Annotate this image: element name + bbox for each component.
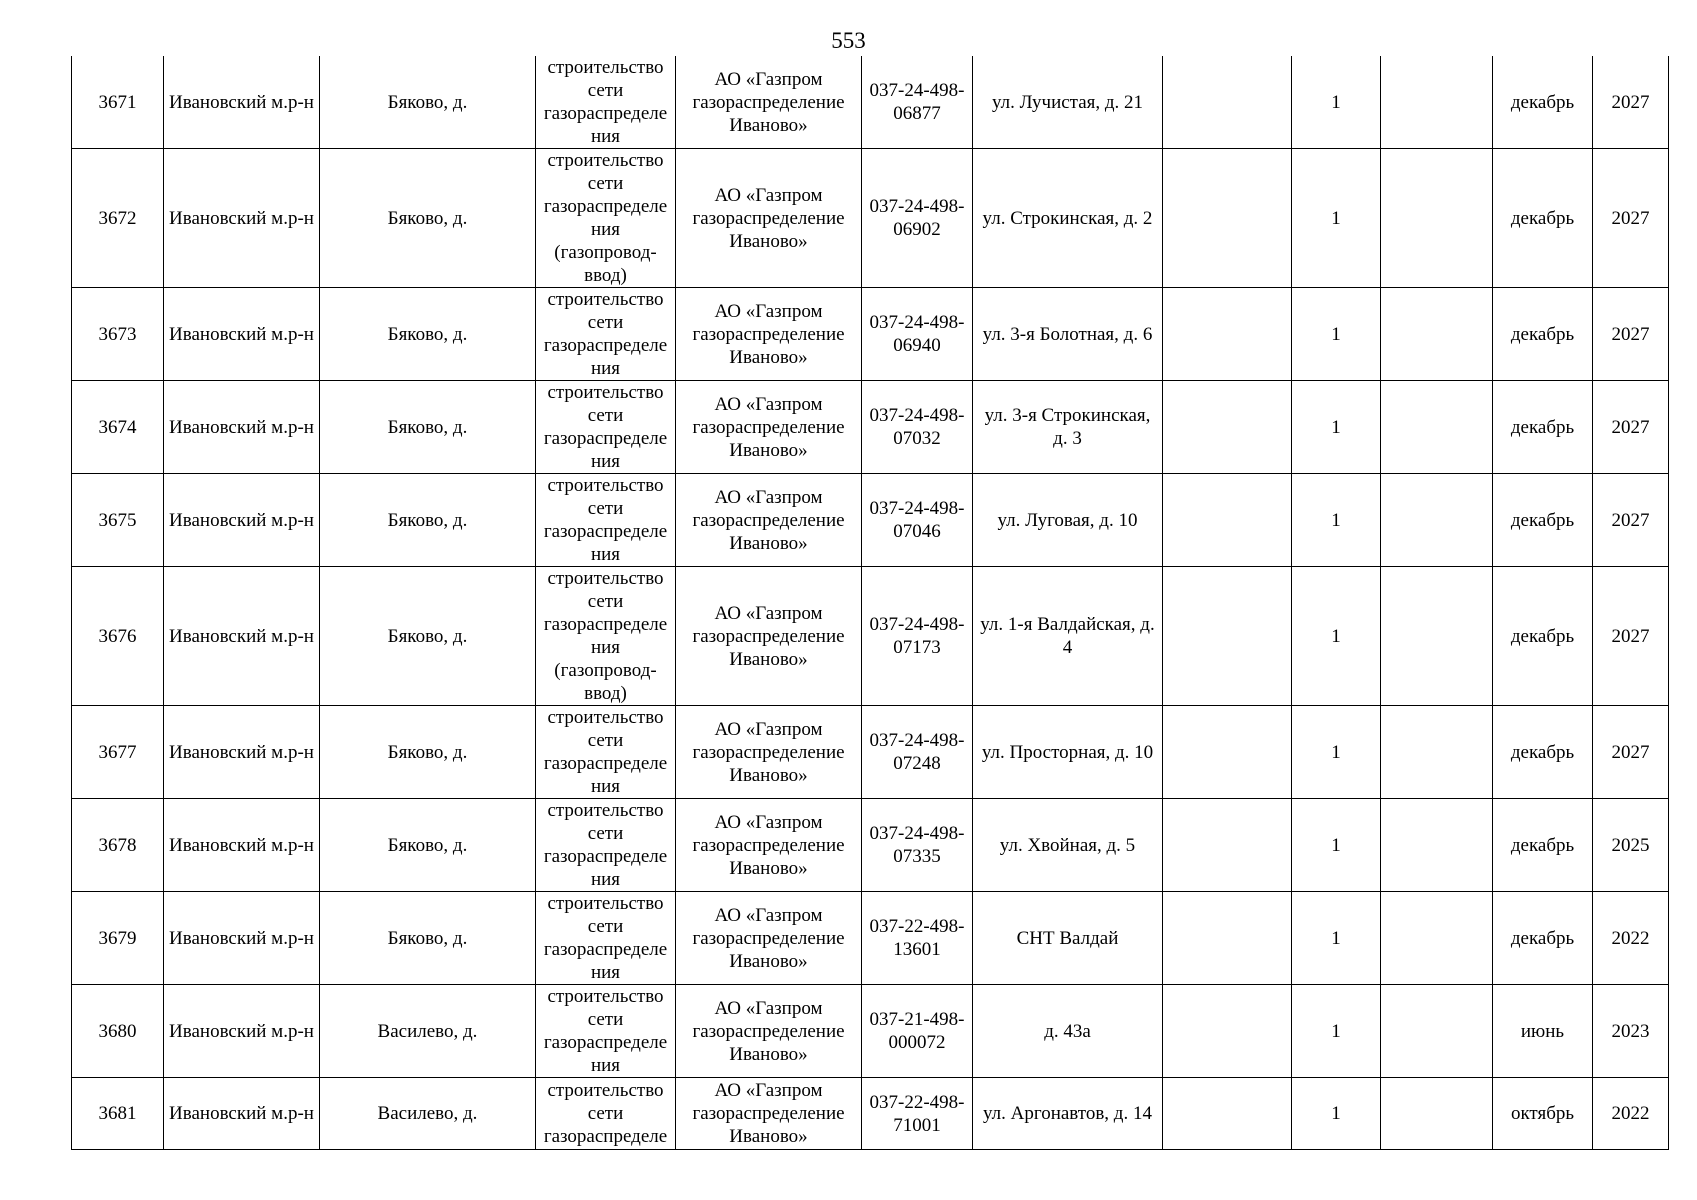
row-number: 3672 bbox=[72, 149, 164, 288]
table-row bbox=[72, 56, 1669, 149]
district-cell: Ивановский м.р-н bbox=[164, 799, 320, 892]
empty-cell bbox=[1381, 149, 1493, 288]
address-cell: ул. 3-я Болотная, д. 6 bbox=[973, 288, 1163, 381]
work-type-cell: строительство сети газораспределения bbox=[536, 706, 676, 799]
code-cell: 037-24-498-06902 bbox=[862, 149, 973, 288]
year-cell: 2022 bbox=[1593, 1078, 1669, 1150]
month-cell: октябрь bbox=[1493, 1078, 1593, 1150]
empty-cell bbox=[1163, 474, 1292, 567]
month-cell: декабрь bbox=[1493, 567, 1593, 706]
code-cell: 037-22-498-71001 bbox=[862, 1078, 973, 1150]
code-cell: 037-24-498-06877 bbox=[862, 56, 973, 149]
count-cell: 1 bbox=[1292, 149, 1381, 288]
code-cell: 037-24-498-07248 bbox=[862, 706, 973, 799]
district-cell: Ивановский м.р-н bbox=[164, 1078, 320, 1150]
count-cell: 1 bbox=[1292, 1078, 1381, 1150]
table-row bbox=[72, 799, 1669, 892]
table-row bbox=[72, 706, 1669, 799]
operator-cell: АО «Газпром газораспределение Иваново» bbox=[676, 288, 862, 381]
empty-cell bbox=[1163, 56, 1292, 149]
count-cell: 1 bbox=[1292, 985, 1381, 1078]
row-number: 3677 bbox=[72, 706, 164, 799]
empty-cell bbox=[1163, 799, 1292, 892]
work-type-cell: строительство сети газораспределения bbox=[536, 799, 676, 892]
empty-cell bbox=[1381, 706, 1493, 799]
table-row bbox=[72, 149, 1669, 288]
empty-cell bbox=[1163, 567, 1292, 706]
month-cell: декабрь bbox=[1493, 149, 1593, 288]
work-type-cell: строительство сети газораспределения (газопровод-ввод) bbox=[536, 567, 676, 706]
month-cell: декабрь bbox=[1493, 474, 1593, 567]
row-number: 3673 bbox=[72, 288, 164, 381]
work-type-cell: строительство сети газораспределения bbox=[536, 985, 676, 1078]
operator-cell: АО «Газпром газораспределение Иваново» bbox=[676, 567, 862, 706]
year-cell: 2027 bbox=[1593, 474, 1669, 567]
locality-cell: Бяково, д. bbox=[320, 56, 536, 149]
count-cell: 1 bbox=[1292, 381, 1381, 474]
row-number: 3681 bbox=[72, 1078, 164, 1150]
year-cell: 2023 bbox=[1593, 985, 1669, 1078]
page-number: 553 bbox=[831, 28, 866, 53]
locality-cell: Василево, д. bbox=[320, 1078, 536, 1150]
count-cell: 1 bbox=[1292, 288, 1381, 381]
work-type-cell: строительство сети газораспределения bbox=[536, 56, 676, 149]
address-cell: ул. Аргонавтов, д. 14 bbox=[973, 1078, 1163, 1150]
locality-cell: Бяково, д. bbox=[320, 474, 536, 567]
work-type-cell: строительство сети газораспределения bbox=[536, 474, 676, 567]
locality-cell: Бяково, д. bbox=[320, 706, 536, 799]
count-cell: 1 bbox=[1292, 706, 1381, 799]
registry-table bbox=[71, 56, 1669, 1150]
month-cell: декабрь bbox=[1493, 56, 1593, 149]
code-cell: 037-24-498-07173 bbox=[862, 567, 973, 706]
year-cell: 2027 bbox=[1593, 288, 1669, 381]
address-cell: ул. Лучистая, д. 21 bbox=[973, 56, 1163, 149]
district-cell: Ивановский м.р-н bbox=[164, 288, 320, 381]
year-cell: 2027 bbox=[1593, 56, 1669, 149]
operator-cell: АО «Газпром газораспределение Иваново» bbox=[676, 892, 862, 985]
address-cell: СНТ Валдай bbox=[973, 892, 1163, 985]
locality-cell: Бяково, д. bbox=[320, 567, 536, 706]
month-cell: декабрь bbox=[1493, 892, 1593, 985]
table-row bbox=[72, 381, 1669, 474]
operator-cell: АО «Газпром газораспределение Иваново» bbox=[676, 149, 862, 288]
locality-cell: Василево, д. bbox=[320, 985, 536, 1078]
year-cell: 2027 bbox=[1593, 706, 1669, 799]
table-row bbox=[72, 288, 1669, 381]
code-cell: 037-22-498-13601 bbox=[862, 892, 973, 985]
empty-cell bbox=[1381, 892, 1493, 985]
row-number: 3674 bbox=[72, 381, 164, 474]
year-cell: 2027 bbox=[1593, 567, 1669, 706]
address-cell: ул. 1-я Валдайская, д. 4 bbox=[973, 567, 1163, 706]
address-cell: ул. Хвойная, д. 5 bbox=[973, 799, 1163, 892]
locality-cell: Бяково, д. bbox=[320, 381, 536, 474]
count-cell: 1 bbox=[1292, 892, 1381, 985]
row-number: 3680 bbox=[72, 985, 164, 1078]
empty-cell bbox=[1381, 381, 1493, 474]
table-row bbox=[72, 474, 1669, 567]
locality-cell: Бяково, д. bbox=[320, 288, 536, 381]
empty-cell bbox=[1163, 1078, 1292, 1150]
month-cell: декабрь bbox=[1493, 706, 1593, 799]
district-cell: Ивановский м.р-н bbox=[164, 56, 320, 149]
district-cell: Ивановский м.р-н bbox=[164, 706, 320, 799]
operator-cell: АО «Газпром газораспределение Иваново» bbox=[676, 799, 862, 892]
operator-cell: АО «Газпром газораспределение Иваново» bbox=[676, 474, 862, 567]
district-cell: Ивановский м.р-н bbox=[164, 381, 320, 474]
empty-cell bbox=[1163, 149, 1292, 288]
year-cell: 2022 bbox=[1593, 892, 1669, 985]
operator-cell: АО «Газпром газораспределение Иваново» bbox=[676, 706, 862, 799]
row-number: 3679 bbox=[72, 892, 164, 985]
district-cell: Ивановский м.р-н bbox=[164, 149, 320, 288]
district-cell: Ивановский м.р-н bbox=[164, 567, 320, 706]
year-cell: 2025 bbox=[1593, 799, 1669, 892]
empty-cell bbox=[1163, 381, 1292, 474]
work-type-cell: строительство сети газораспределе bbox=[536, 1078, 676, 1150]
locality-cell: Бяково, д. bbox=[320, 799, 536, 892]
empty-cell bbox=[1163, 985, 1292, 1078]
work-type-cell: строительство сети газораспределения bbox=[536, 288, 676, 381]
empty-cell bbox=[1163, 892, 1292, 985]
code-cell: 037-24-498-06940 bbox=[862, 288, 973, 381]
district-cell: Ивановский м.р-н bbox=[164, 985, 320, 1078]
row-number: 3678 bbox=[72, 799, 164, 892]
code-cell: 037-24-498-07032 bbox=[862, 381, 973, 474]
count-cell: 1 bbox=[1292, 474, 1381, 567]
count-cell: 1 bbox=[1292, 799, 1381, 892]
empty-cell bbox=[1381, 985, 1493, 1078]
empty-cell bbox=[1163, 288, 1292, 381]
code-cell: 037-24-498-07046 bbox=[862, 474, 973, 567]
district-cell: Ивановский м.р-н bbox=[164, 474, 320, 567]
month-cell: декабрь bbox=[1493, 799, 1593, 892]
row-number: 3671 bbox=[72, 56, 164, 149]
operator-cell: АО «Газпром газораспределение Иваново» bbox=[676, 56, 862, 149]
address-cell: ул. Строкинская, д. 2 bbox=[973, 149, 1163, 288]
operator-cell: АО «Газпром газораспределение Иваново» bbox=[676, 985, 862, 1078]
month-cell: июнь bbox=[1493, 985, 1593, 1078]
month-cell: декабрь bbox=[1493, 288, 1593, 381]
district-cell: Ивановский м.р-н bbox=[164, 892, 320, 985]
table-row bbox=[72, 892, 1669, 985]
table-row bbox=[72, 1078, 1669, 1150]
work-type-cell: строительство сети газораспределения bbox=[536, 381, 676, 474]
empty-cell bbox=[1163, 706, 1292, 799]
row-number: 3675 bbox=[72, 474, 164, 567]
address-cell: ул. Просторная, д. 10 bbox=[973, 706, 1163, 799]
year-cell: 2027 bbox=[1593, 381, 1669, 474]
row-number: 3676 bbox=[72, 567, 164, 706]
empty-cell bbox=[1381, 474, 1493, 567]
operator-cell: АО «Газпром газораспределение Иваново» bbox=[676, 381, 862, 474]
address-cell: ул. 3-я Строкинская, д. 3 bbox=[973, 381, 1163, 474]
locality-cell: Бяково, д. bbox=[320, 892, 536, 985]
empty-cell bbox=[1381, 567, 1493, 706]
code-cell: 037-21-498-000072 bbox=[862, 985, 973, 1078]
code-cell: 037-24-498-07335 bbox=[862, 799, 973, 892]
empty-cell bbox=[1381, 288, 1493, 381]
locality-cell: Бяково, д. bbox=[320, 149, 536, 288]
address-cell: д. 43а bbox=[973, 985, 1163, 1078]
address-cell: ул. Луговая, д. 10 bbox=[973, 474, 1163, 567]
count-cell: 1 bbox=[1292, 56, 1381, 149]
empty-cell bbox=[1381, 1078, 1493, 1150]
table-row bbox=[72, 567, 1669, 706]
year-cell: 2027 bbox=[1593, 149, 1669, 288]
operator-cell: АО «Газпром газораспределение Иваново» bbox=[676, 1078, 862, 1150]
empty-cell bbox=[1381, 56, 1493, 149]
empty-cell bbox=[1381, 799, 1493, 892]
work-type-cell: строительство сети газораспределения bbox=[536, 892, 676, 985]
count-cell: 1 bbox=[1292, 567, 1381, 706]
month-cell: декабрь bbox=[1493, 381, 1593, 474]
work-type-cell: строительство сети газораспределения (газопровод-ввод) bbox=[536, 149, 676, 288]
table-row bbox=[72, 985, 1669, 1078]
